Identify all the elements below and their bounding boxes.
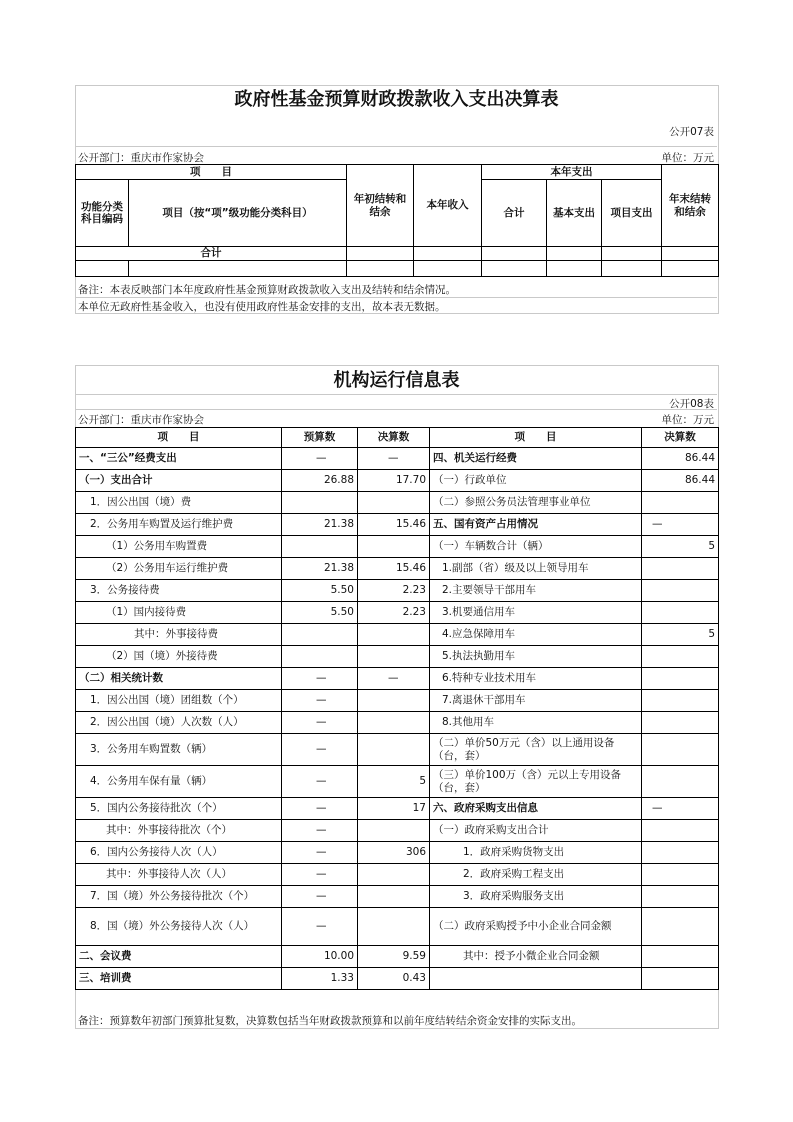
right-label: 六、政府采购支出信息 — [430, 798, 642, 820]
row-label: （1）公务用车购置费 — [76, 536, 282, 558]
t1-header-expense: 本年支出 — [482, 165, 662, 180]
budget-value: — — [282, 886, 358, 908]
budget-value: 1.33 — [282, 968, 358, 990]
right-value — [642, 558, 719, 580]
right-label: 5.执法执勤用车 — [430, 646, 642, 668]
budget-value: 21.38 — [282, 558, 358, 580]
t1-cell — [547, 261, 602, 277]
right-value — [642, 668, 719, 690]
t1-cell — [129, 261, 347, 277]
row-label: 其中：外事接待人次（人） — [76, 864, 282, 886]
t1-cell — [414, 247, 482, 261]
table-row — [76, 558, 719, 580]
t2-header-budget: 预算数 — [282, 428, 358, 448]
budget-value — [282, 646, 358, 668]
right-value — [642, 820, 719, 842]
row-label: 一、“三公”经费支出 — [76, 448, 282, 470]
t2-header-item2: 项 目 — [430, 428, 642, 448]
final-value — [358, 492, 430, 514]
right-value — [642, 734, 719, 766]
table1-note2: 本单位无政府性基金收入，也没有使用政府性基金安排的支出，故本表无数据。 — [78, 301, 446, 313]
t1-cell — [547, 247, 602, 261]
row-label: 1．因公出国（境）团组数（个） — [76, 690, 282, 712]
t1-cell — [662, 247, 719, 261]
table2-unit: 单位：万元 — [661, 414, 714, 426]
right-value: — — [642, 798, 719, 820]
table-row — [76, 668, 719, 690]
right-label: 3．政府采购服务支出 — [430, 886, 642, 908]
budget-value: 5.50 — [282, 602, 358, 624]
final-value: 17.70 — [358, 470, 430, 492]
right-label: 2.主要领导干部用车 — [430, 580, 642, 602]
final-value: 306 — [358, 842, 430, 864]
table1-note1: 备注：本表反映部门本年度政府性基金预算财政拨款收入支出及结转和结余情况。 — [78, 284, 456, 296]
budget-value: 26.88 — [282, 470, 358, 492]
t1-cell — [602, 261, 662, 277]
t1-total-row — [76, 247, 719, 261]
table-row — [76, 602, 719, 624]
table2-code: 公开08表 — [669, 398, 714, 410]
t1-total-label: 合计 — [76, 247, 347, 261]
final-value — [358, 690, 430, 712]
right-label: （一）政府采购支出合计 — [430, 820, 642, 842]
row-label: 5．国内公务接待批次（个） — [76, 798, 282, 820]
table2-dept: 公开部门：重庆市作家协会 — [78, 414, 204, 426]
t1-header-item: 项 目 — [76, 165, 347, 180]
budget-value — [282, 492, 358, 514]
right-value: 86.44 — [642, 448, 719, 470]
final-value: — — [358, 448, 430, 470]
t1-header-item-name: 项目（按“项”级功能分类科目） — [129, 180, 347, 247]
right-label: 其中：授予小微企业合同金额 — [430, 946, 642, 968]
row-label: （1）国内接待费 — [76, 602, 282, 624]
table2-rule — [76, 394, 717, 395]
table-row — [76, 492, 719, 514]
budget-value: — — [282, 712, 358, 734]
final-value — [358, 820, 430, 842]
row-label: 二、会议费 — [76, 946, 282, 968]
final-value: 17 — [358, 798, 430, 820]
budget-value: — — [282, 690, 358, 712]
row-label: （2）国（境）外接待费 — [76, 646, 282, 668]
right-value — [642, 766, 719, 798]
right-value — [642, 886, 719, 908]
budget-value: 5.50 — [282, 580, 358, 602]
table2-rule — [76, 409, 717, 410]
final-value — [358, 624, 430, 646]
table-row — [76, 690, 719, 712]
table-row — [76, 470, 719, 492]
right-label: 2．政府采购工程支出 — [430, 864, 642, 886]
right-label: 3.机要通信用车 — [430, 602, 642, 624]
budget-value: — — [282, 864, 358, 886]
budget-value — [282, 536, 358, 558]
table1-dept: 公开部门：重庆市作家协会 — [78, 152, 204, 164]
table2-note: 备注：预算数年初部门预算批复数，决算数包括当年财政拨款预算和以前年度结转结余资金安排的实际支出。 — [78, 1015, 582, 1027]
table1-title: 政府性基金预算财政拨款收入支出决算表 — [234, 89, 559, 110]
table1-rule — [76, 146, 717, 147]
table1-unit: 单位：万元 — [661, 152, 714, 164]
table-row — [76, 734, 719, 766]
right-value — [642, 908, 719, 946]
table2-grid — [75, 427, 719, 990]
final-value: 2.23 — [358, 580, 430, 602]
right-value — [642, 690, 719, 712]
right-label: （一）行政单位 — [430, 470, 642, 492]
t1-cell — [482, 261, 547, 277]
final-value — [358, 734, 430, 766]
final-value — [358, 886, 430, 908]
table-row — [76, 842, 719, 864]
t2-header-item: 项 目 — [76, 428, 282, 448]
budget-value — [282, 624, 358, 646]
table-row — [76, 886, 719, 908]
row-label: 2．因公出国（境）人次数（人） — [76, 712, 282, 734]
table-row — [76, 766, 719, 798]
table-row — [76, 864, 719, 886]
row-label: （2）公务用车运行维护费 — [76, 558, 282, 580]
row-label: 三、培训费 — [76, 968, 282, 990]
t1-empty-row — [76, 261, 719, 277]
table2-title: 机构运行信息表 — [333, 370, 460, 391]
right-value — [642, 492, 719, 514]
final-value: 15.46 — [358, 514, 430, 536]
right-value — [642, 842, 719, 864]
t1-header-total: 合计 — [482, 180, 547, 247]
right-value — [642, 646, 719, 668]
right-label: 8.其他用车 — [430, 712, 642, 734]
table1-code: 公开07表 — [669, 126, 714, 138]
right-value — [642, 712, 719, 734]
right-value — [642, 602, 719, 624]
budget-value: — — [282, 766, 358, 798]
final-value — [358, 536, 430, 558]
t1-header-project: 项目支出 — [602, 180, 662, 247]
final-value — [358, 712, 430, 734]
t1-header-income: 本年收入 — [414, 165, 482, 247]
t1-cell — [482, 247, 547, 261]
final-value: — — [358, 668, 430, 690]
row-label: 4．公务用车保有量（辆） — [76, 766, 282, 798]
row-label: 8．国（境）外公务接待人次（人） — [76, 908, 282, 946]
t1-cell — [662, 261, 719, 277]
t1-header-begin: 年初结转和结余 — [347, 165, 414, 247]
row-label: 6．国内公务接待人次（人） — [76, 842, 282, 864]
t1-header-end: 年末结转和结余 — [662, 165, 719, 247]
table-row — [76, 946, 719, 968]
budget-value: — — [282, 820, 358, 842]
budget-value: — — [282, 842, 358, 864]
right-value: 5 — [642, 536, 719, 558]
table-row — [76, 908, 719, 946]
row-label: 2．公务用车购置及运行维护费 — [76, 514, 282, 536]
t1-cell — [414, 261, 482, 277]
table-row — [76, 798, 719, 820]
row-label: 3．公务接待费 — [76, 580, 282, 602]
table-row — [76, 536, 719, 558]
right-label: （二）单价50万元（含）以上通用设备（台，套） — [430, 734, 642, 766]
right-label: 6.特种专业技术用车 — [430, 668, 642, 690]
final-value: 0.43 — [358, 968, 430, 990]
t1-cell — [347, 247, 414, 261]
right-value: 5 — [642, 624, 719, 646]
row-label: （二）相关统计数 — [76, 668, 282, 690]
right-value: 86.44 — [642, 470, 719, 492]
row-label: 1．因公出国（境）费 — [76, 492, 282, 514]
t2-header-final2: 决算数 — [642, 428, 719, 448]
row-label: 3．公务用车购置数（辆） — [76, 734, 282, 766]
row-label: 其中：外事接待费 — [76, 624, 282, 646]
final-value: 15.46 — [358, 558, 430, 580]
row-label: 7．国（境）外公务接待批次（个） — [76, 886, 282, 908]
right-label: 四、机关运行经费 — [430, 448, 642, 470]
t1-cell — [347, 261, 414, 277]
right-label: 1．政府采购货物支出 — [430, 842, 642, 864]
right-value — [642, 968, 719, 990]
final-value: 5 — [358, 766, 430, 798]
budget-value: 10.00 — [282, 946, 358, 968]
right-label: 7.离退休干部用车 — [430, 690, 642, 712]
t2-header-final: 决算数 — [358, 428, 430, 448]
right-label: 五、国有资产占用情况 — [430, 514, 642, 536]
table-row — [76, 448, 719, 470]
t1-cell — [76, 261, 129, 277]
table-row — [76, 624, 719, 646]
right-value — [642, 946, 719, 968]
table-row — [76, 646, 719, 668]
right-value — [642, 864, 719, 886]
right-label: （一）车辆数合计（辆） — [430, 536, 642, 558]
right-label: （三）单价100万（含）元以上专用设备（台，套） — [430, 766, 642, 798]
table-row — [76, 712, 719, 734]
table1-note-rule — [76, 297, 717, 298]
final-value — [358, 646, 430, 668]
budget-value: — — [282, 668, 358, 690]
final-value: 9.59 — [358, 946, 430, 968]
final-value — [358, 908, 430, 946]
budget-value: — — [282, 448, 358, 470]
row-label: （一）支出合计 — [76, 470, 282, 492]
t1-cell — [602, 247, 662, 261]
right-label: （二）参照公务员法管理事业单位 — [430, 492, 642, 514]
right-value: — — [642, 514, 719, 536]
table1-grid — [75, 164, 719, 277]
budget-value: — — [282, 908, 358, 946]
right-value — [642, 580, 719, 602]
final-value — [358, 864, 430, 886]
table-row — [76, 514, 719, 536]
row-label: 其中：外事接待批次（个） — [76, 820, 282, 842]
budget-value: 21.38 — [282, 514, 358, 536]
table-row — [76, 580, 719, 602]
right-label: 4.应急保障用车 — [430, 624, 642, 646]
budget-value: — — [282, 798, 358, 820]
t1-header-basic: 基本支出 — [547, 180, 602, 247]
right-label — [430, 968, 642, 990]
final-value: 2.23 — [358, 602, 430, 624]
right-label: （二）政府采购授予中小企业合同金额 — [430, 908, 642, 946]
t1-header-func-code: 功能分类科目编码 — [76, 180, 129, 247]
table-row — [76, 820, 719, 842]
budget-value: — — [282, 734, 358, 766]
right-label: 1.副部（省）级及以上领导用车 — [430, 558, 642, 580]
table-row — [76, 968, 719, 990]
